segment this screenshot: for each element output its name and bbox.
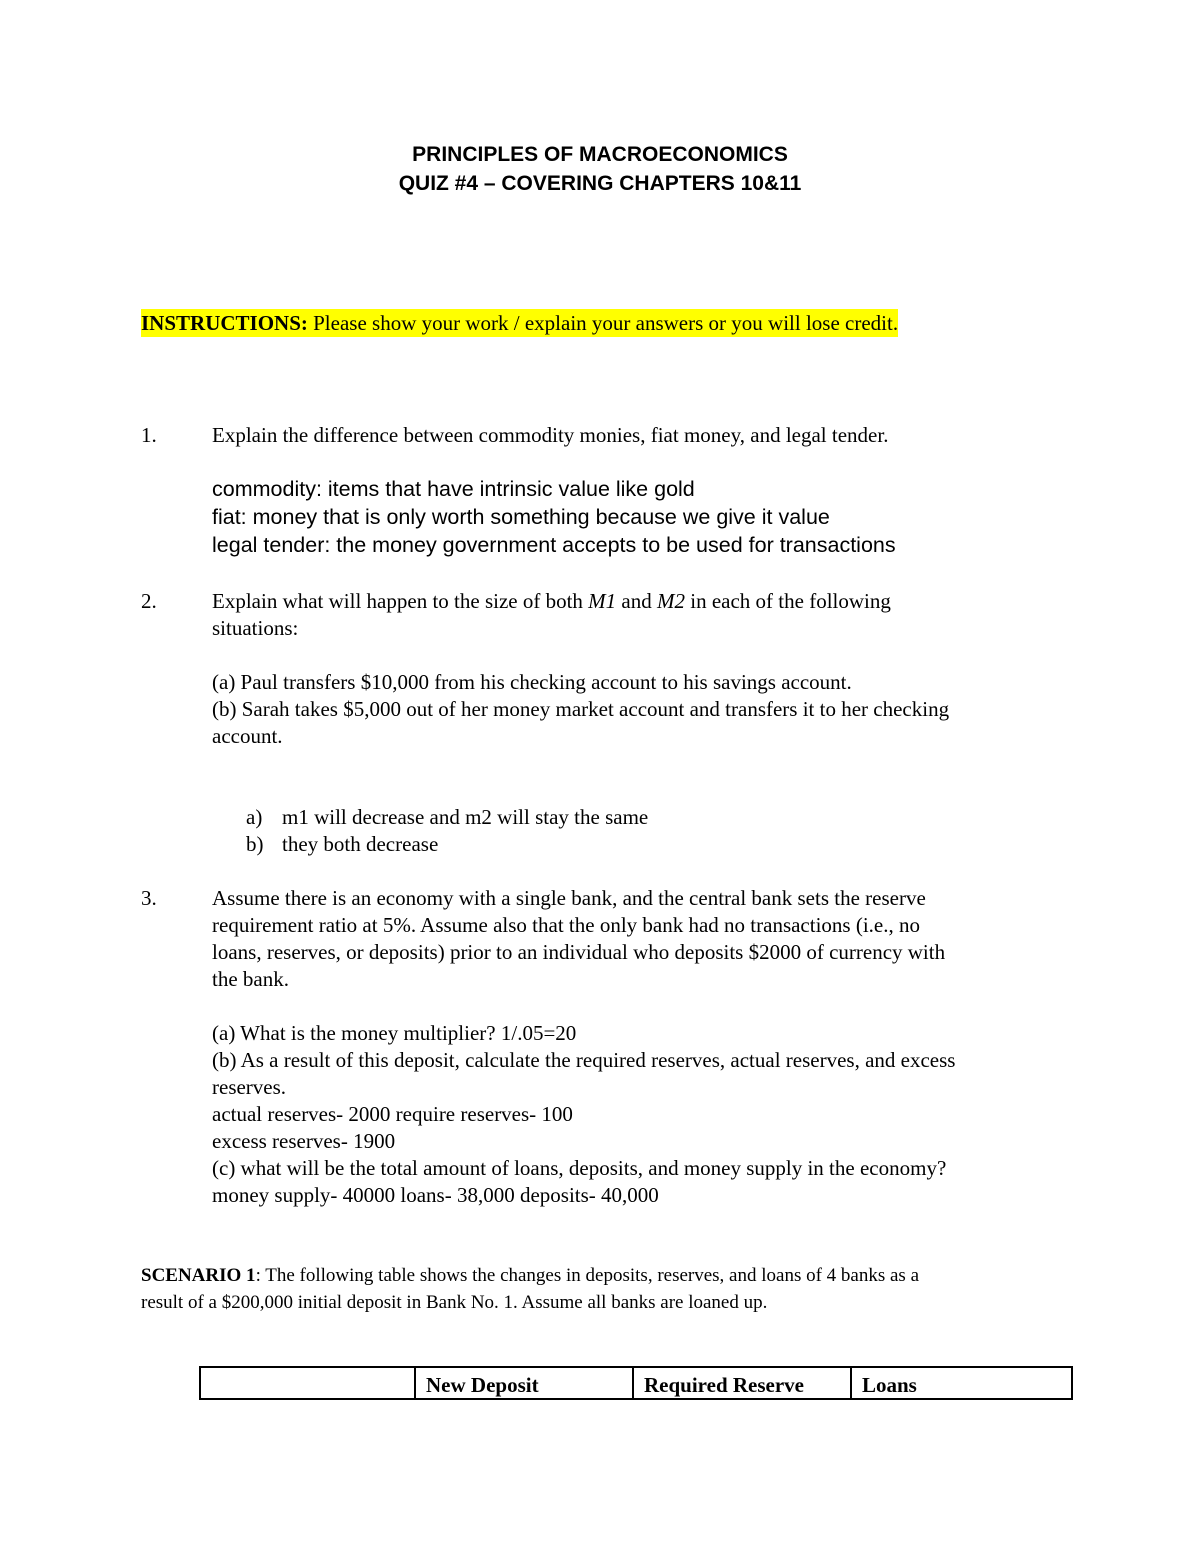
quiz-title: QUIZ #4 – COVERING CHAPTERS 10&11 [398,172,802,195]
table-header-cell: Loans [851,1367,1072,1399]
answer-label: a) [246,805,263,829]
question-2-answer: m1 will decrease and m2 will stay the same [282,805,649,829]
scenario-1-text-part: : The following table shows the changes in deposits, reserves, and loans of 4 banks as a [255,1265,920,1286]
question-2-text-part: Explain what will happen to the size of both [212,589,589,613]
question-3-text: the bank. [212,967,289,991]
question-1-text: Explain the difference between commodity monies, fiat money, and legal tender. [212,423,889,447]
instructions-highlight [141,309,898,337]
table-header-cell [200,1367,415,1399]
reserve-table [199,1366,1073,1400]
question-3-answer: money supply- 40000 loans- 38,000 deposits- 40,000 [212,1183,659,1207]
answer-label: b) [246,832,264,856]
instructions-label: INSTRUCTIONS: [141,311,308,335]
question-3-part: (b) As a result of this deposit, calculate the required reserves, actual reserves, and excess [212,1048,956,1072]
question-1-number: 1. [141,423,157,447]
question-2-text: situations: [212,616,299,640]
scenario-1-label: SCENARIO 1 [141,1265,256,1286]
question-2-text-part: in each of the following [685,589,891,613]
instructions [141,311,898,336]
question-3-part: reserves. [212,1075,287,1099]
question-1-answer: fiat: money that is only worth something because we give it value [212,505,830,529]
instructions-text: Please show your work / explain your answers or you will lose credit. [307,311,899,335]
question-3-text: loans, reserves, or deposits) prior to an individual who deposits $2000 of currency with [212,940,946,964]
scenario-1-text [141,1265,919,1287]
question-2-text-part: and [616,589,657,613]
question-2-text [212,589,891,614]
question-2-part-b: account. [212,724,283,748]
question-3-part: (a) What is the money multiplier? 1/.05=20 [212,1021,577,1045]
m2-term: M2 [657,589,685,613]
question-2-part-a: (a) Paul transfers $10,000 from his checking account to his savings account. [212,670,852,694]
question-3-answer: actual reserves- 2000 require reserves- 100 [212,1102,573,1126]
question-3-number: 3. [141,886,157,910]
table-header-cell: Required Reserve [633,1367,851,1399]
question-3-text: requirement ratio at 5%. Assume also that the only bank had no transactions (i.e., no [212,913,920,937]
question-3-part: (c) what will be the total amount of loans, deposits, and money supply in the economy? [212,1156,947,1180]
question-2-part-b: (b) Sarah takes $5,000 out of her money market account and transfers it to her checking [212,697,950,721]
table-header-cell: New Deposit [415,1367,633,1399]
m1-term: M1 [588,589,617,613]
question-1-answer: legal tender: the money government accepts to be used for transactions [212,533,896,557]
table-header-row [200,1367,1072,1399]
question-2-number: 2. [141,589,157,613]
question-3-answer: excess reserves- 1900 [212,1129,396,1153]
scenario-1-text: result of a $200,000 initial deposit in Bank No. 1. Assume all banks are loaned up. [141,1292,768,1313]
question-1-answer: commodity: items that have intrinsic value like gold [212,477,695,501]
question-2-answer: they both decrease [282,832,439,856]
course-title: PRINCIPLES OF MACROECONOMICS [412,143,788,166]
question-3-text: Assume there is an economy with a single bank, and the central bank sets the reserve [212,886,926,910]
